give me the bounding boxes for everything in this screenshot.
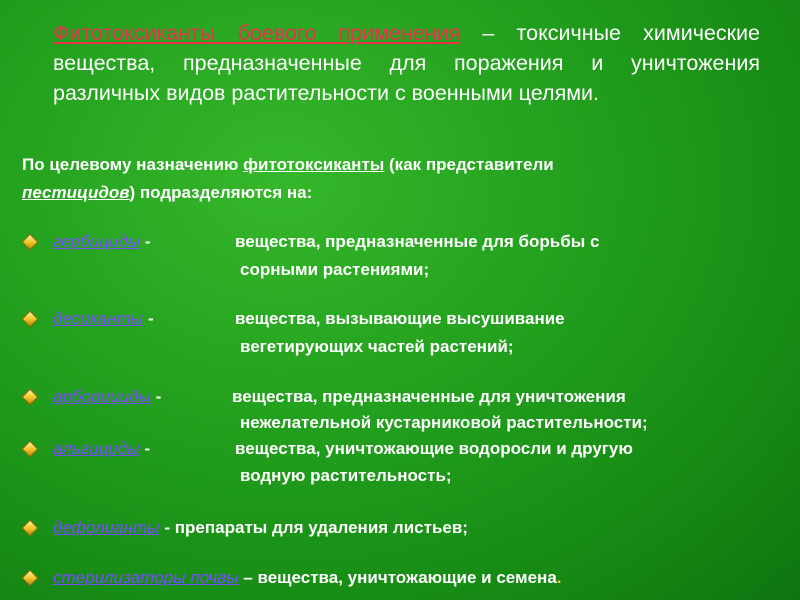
list-item-term[interactable]: стерилизаторы почвы	[53, 568, 239, 587]
list-item-dash: -	[143, 309, 154, 328]
list-item-dash: -	[140, 232, 151, 251]
list-item-term-line	[53, 384, 161, 410]
list-item-desc-line2: водную растительность;	[240, 466, 452, 485]
lead-part1: По целевому назначению	[22, 155, 244, 174]
diamond-bullet-icon	[22, 441, 39, 458]
list-item-desc-line1: вещества, уничтожающие водоросли и другую	[235, 439, 633, 458]
list-item-dash: -	[139, 439, 151, 458]
diamond-bullet-icon	[22, 520, 39, 537]
lead-paragraph	[22, 151, 762, 207]
list-item-term-line	[53, 515, 468, 541]
list-item-desc-line1: вещества, вызывающие высушивание	[235, 309, 565, 328]
list-item-desiccants	[24, 306, 784, 362]
lead-part3: ) подразделяются на:	[129, 183, 313, 202]
intro-term[interactable]: Фитотоксиканты боевого применения	[53, 21, 461, 45]
diamond-bullet-icon	[22, 311, 39, 328]
list-item-term[interactable]: гербициды	[53, 232, 141, 251]
list-item-term-line	[53, 306, 154, 332]
list-item-soil-sterilants	[24, 565, 784, 593]
intro-paragraph	[53, 18, 760, 108]
lead-part2: (как представители	[384, 155, 554, 174]
lead-link-pesticides[interactable]: пестицидов	[22, 183, 130, 202]
list-item-defoliants	[24, 515, 784, 543]
list-item-dash: -	[150, 387, 162, 406]
list-item-term-line	[53, 436, 150, 462]
list-item-arboricides	[24, 384, 784, 440]
list-item-desc-line1: препараты для удаления листьев;	[174, 518, 468, 537]
list-item-term[interactable]: арборициды	[53, 387, 151, 406]
lead-link-phytotoxicants[interactable]: фитотоксиканты	[243, 155, 385, 174]
list-item-desc-line1: вещества, уничтожающие и семена	[257, 568, 557, 587]
list-item-dash: -	[159, 518, 175, 537]
list-item-desc-line1: вещества, предназначенные для борьбы с	[235, 232, 600, 251]
list-item-desc-line2: сорными растениями;	[240, 260, 430, 279]
list-item-herbicides	[24, 229, 784, 285]
list-item-dash: –	[238, 568, 258, 587]
list-item-term[interactable]: альгициды	[53, 439, 140, 458]
list-item-term[interactable]: дефолианты	[53, 518, 160, 537]
list-item-desc-line2: нежелательной кустарниковой растительности;	[240, 413, 648, 432]
list-item-desc-line1: вещества, предназначенные для уничтожения	[232, 387, 626, 406]
list-item-term[interactable]: десиканты	[53, 309, 144, 328]
diamond-bullet-icon	[22, 570, 39, 587]
list-item-algicides	[24, 436, 784, 492]
list-item-desc-line2: вегетирующих частей растений;	[240, 337, 514, 356]
list-item-period: .	[556, 568, 562, 587]
intro-text: – токсичные химические вещества, предназначенные для поражения и уничтожения различных видов растительности с военными целями.	[53, 21, 760, 105]
list-item-term-line	[53, 565, 562, 591]
diamond-bullet-icon	[22, 234, 39, 251]
diamond-bullet-icon	[22, 389, 39, 406]
list-item-term-line	[53, 229, 151, 255]
